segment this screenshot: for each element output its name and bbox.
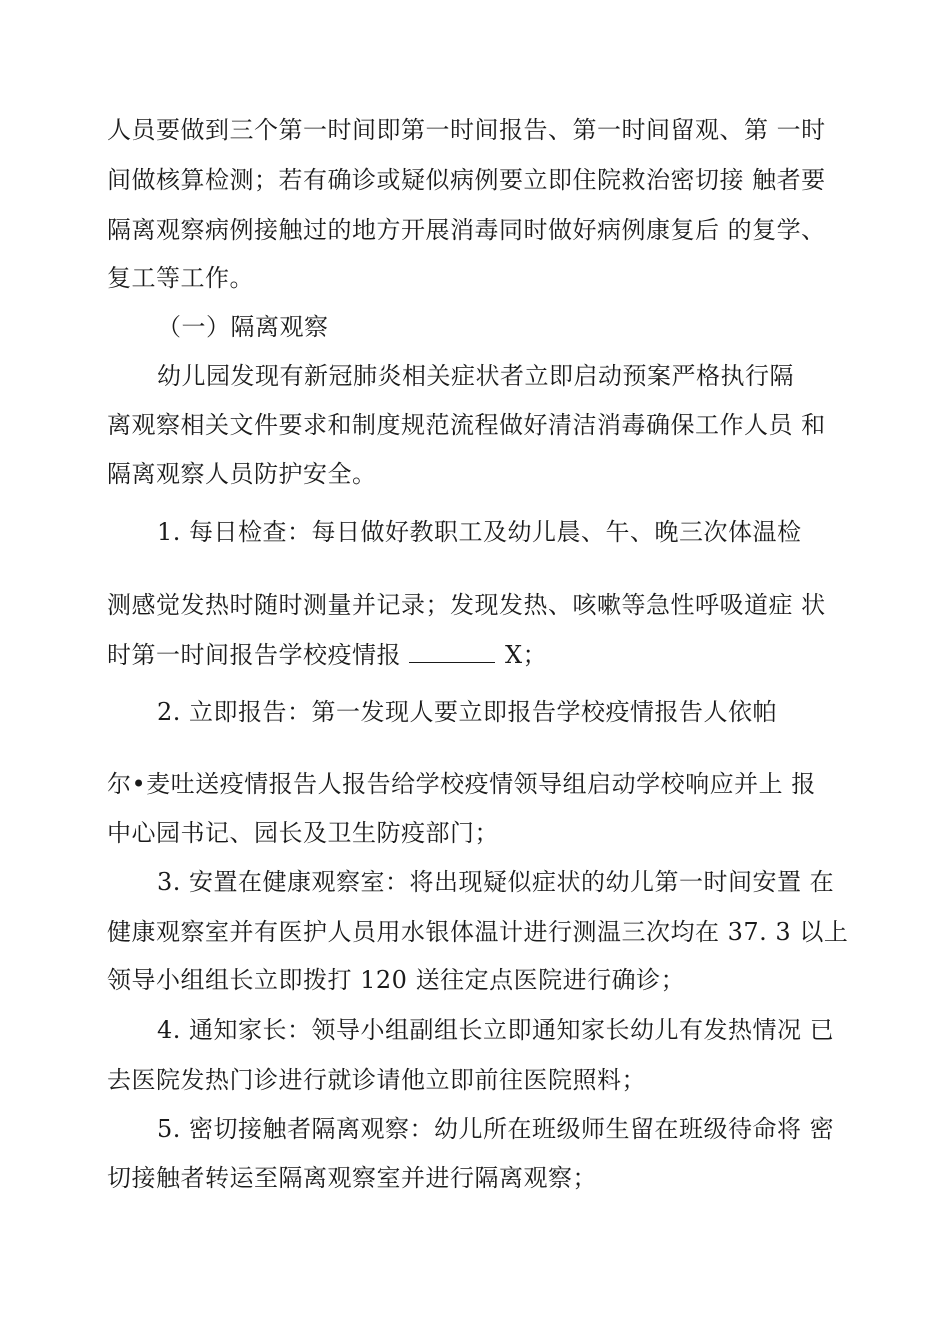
text-line: 复工等工作。 <box>107 264 254 292</box>
text-line-with-blank <box>107 642 547 667</box>
text-line: 去医院发热门诊进行就诊请他立即前往医院照料； <box>107 1066 646 1094</box>
text-line: 切接触者转运至隔离观察室并进行隔离观察； <box>107 1164 597 1192</box>
text-line: 尔•麦吐送疫情报告人报告给学校疫情领导组启动学校响应并上 报 <box>107 770 816 798</box>
text-line: 幼儿园发现有新冠肺炎相关症状者立即启动预案严格执行隔 <box>157 362 794 390</box>
text-line: 隔离观察病例接触过的地方开展消毒同时做好病例康复后 的复学、 <box>107 216 826 244</box>
text-line: 中心园书记、园长及卫生防疫部门； <box>107 819 499 847</box>
text-line: 间做核算检测；若有确诊或疑似病例要立即住院救治密切接 触者要 <box>107 166 826 194</box>
list-item-heading: 2. 立即报告：第一发现人要立即报告学校疫情报告人依帕 <box>157 698 778 726</box>
list-item-heading: 5. 密切接触者隔离观察：幼儿所在班级师生留在班级待命将 密 <box>157 1115 835 1143</box>
list-item-heading: 3. 安置在健康观察室：将出现疑似症状的幼儿第一时间安置 在 <box>157 868 835 896</box>
blank-line-suffix: X； <box>505 641 548 669</box>
text-line: 健康观察室并有医护人员用水银体温计进行测温三次均在 37. 3 以上 <box>107 918 849 946</box>
blank-line-prefix: 时第一时间报告学校疫情报 <box>107 641 401 669</box>
list-item-heading: 1. 每日检查：每日做好教职工及幼儿晨、午、晚三次体温检 <box>157 518 802 546</box>
fill-in-blank <box>409 642 495 663</box>
text-line: 人员要做到三个第一时间即第一时间报告、第一时间留观、第 一时 <box>107 116 826 144</box>
text-line: 离观察相关文件要求和制度规范流程做好清洁消毒确保工作人员 和 <box>107 411 826 439</box>
text-line: 隔离观察人员防护安全。 <box>107 460 377 488</box>
list-item-heading: 4. 通知家长：领导小组副组长立即通知家长幼儿有发热情况 已 <box>157 1016 835 1044</box>
text-line: 测感觉发热时随时测量并记录；发现发热、咳嗽等急性呼吸道症 状 <box>107 591 826 619</box>
section-heading: （一）隔离观察 <box>157 313 329 341</box>
text-line: 领导小组组长立即拨打 120 送往定点医院进行确诊； <box>107 966 686 994</box>
